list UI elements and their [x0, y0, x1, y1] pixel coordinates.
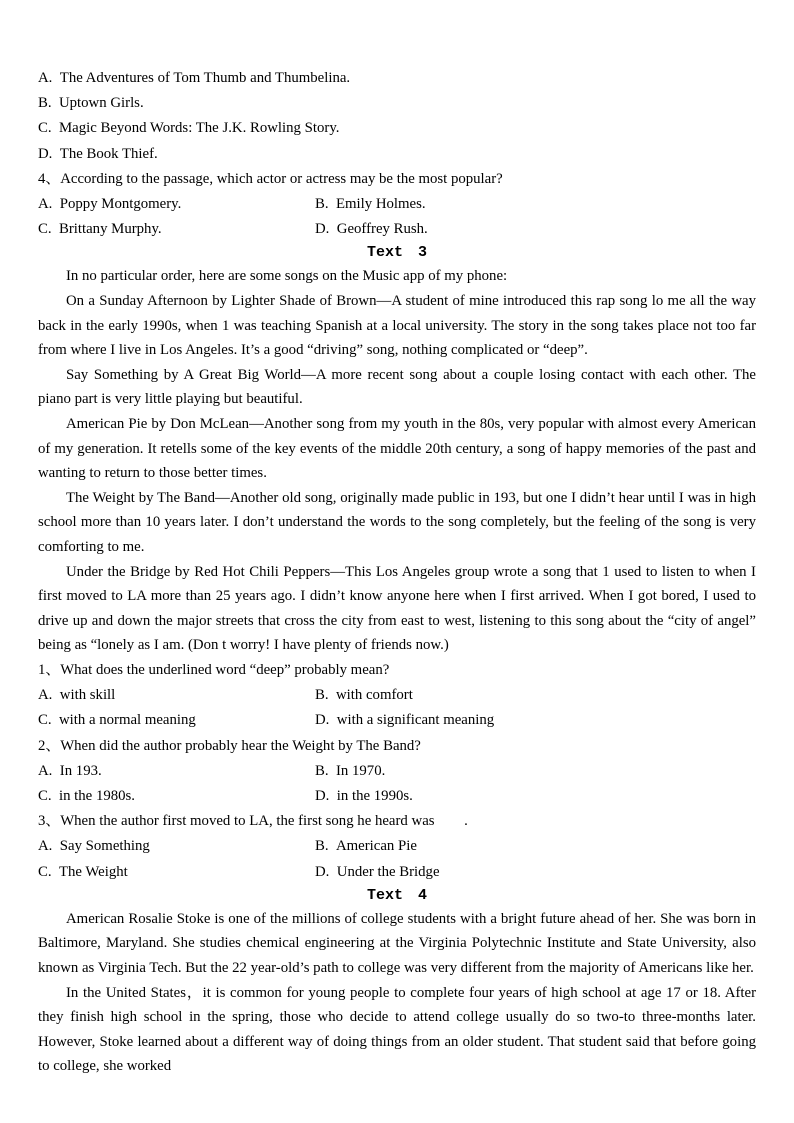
question-4-stem: 4、According to the passage, which actor or actress may be the most popular?: [38, 170, 503, 187]
option-line-c: C. Magic Beyond Words: The J.K. Rowling Story.: [38, 120, 340, 137]
question-1-options-row-1: [38, 683, 756, 708]
option-item-a: A. Poppy Montgomery.: [38, 196, 182, 213]
option-line-d: D. The Book Thief.: [38, 145, 158, 162]
text3-heading: Text 3: [366, 244, 427, 262]
question-3-options-row-1: [38, 834, 756, 859]
text4-paragraph-1: American Rosalie Stoke is one of the millions of college students with a bright future ahead of her. She was born in Baltimore, Maryland. She studies chemical engineering at the Virginia Polytechnic Institute and State University, also known as Virginia Tech. But the 22 year-old’s path to college was very different from the majority of Americans like her.: [38, 910, 756, 976]
option-item-c: C. in the 1980s.: [38, 787, 136, 804]
text3-paragraph-4: The Weight by The Band—Another old song, originally made public in 193, but one I didn’t hear until I was in high school more than 10 years later. I don’t understand the words to the song completely, but the feeling of the song is very comforting to me.: [38, 489, 756, 555]
question-2-options-row-1: [38, 759, 756, 784]
option-item-b: B. American Pie: [315, 838, 417, 855]
option-item-a: A. with skill: [38, 687, 116, 704]
option-item-d: D. Under the Bridge: [315, 863, 440, 880]
text4-paragraph-2: In the United States，it is common for young people to complete four years of high school at age 17 or 18. After they finish high school in the spring, those who decide to attend college usually do so two-to three-months later. However, Stoke learned about a different way of doing things from an older student. That student said that before going to college, she worked: [38, 984, 756, 1075]
option-item-c: C. Brittany Murphy.: [38, 221, 162, 238]
text4-heading: Text 4: [366, 886, 427, 904]
text3-paragraph-2: Say Something by A Great Big World—A more recent song about a couple losing contact with each other. The piano part is very little playing but beautiful.: [38, 366, 756, 408]
option-item-c: C. with a normal meaning: [38, 712, 196, 729]
text3-paragraph-5: Under the Bridge by Red Hot Chili Peppers—This Los Angeles group wrote a song that 1 used to listen to when I first moved to LA more than 25 years ago. I didn’t know anyone here when I first arrived. When I got bored, I used to drive up and down the major streets that cross the city from east to west, listening to this song about the “city of angel” being as “lonely as I am. (Don t worry! I have plenty of friends now.): [38, 563, 756, 654]
option-item-d: D. in the 1990s.: [315, 787, 413, 804]
text3-paragraph-1: On a Sunday Afternoon by Lighter Shade of Brown—A student of mine introduced this rap song lo me all the way back in the early 1990s, when 1 was teaching Spanish at a local university. The story in the song takes place not too far from where I live in Los Angeles. It’s a good “driving” song, nothing complicated or “deep”.: [38, 293, 756, 359]
question-4-options-row-1: [38, 192, 756, 217]
text3-paragraph-3: American Pie by Don McLean—Another song from my youth in the 80s, very popular with almost every American of my generation. It retells some of the key events of the middle 20th century, a song of happy memories of the past and wanting to return to those better times.: [38, 415, 756, 482]
question-3-options-row-2: [38, 860, 756, 885]
question-1-stem: 1、What does the underlined word “deep” probably mean?: [38, 661, 390, 678]
question-4-options-row-2: [38, 217, 756, 242]
question-3-stem: 3、When the author first moved to LA, the first song he heard was .: [38, 813, 468, 830]
option-item-d: D. with a significant meaning: [315, 712, 495, 729]
question-2-options-row-2: [38, 784, 756, 809]
option-line-a: A. The Adventures of Tom Thumb and Thumbelina.: [38, 70, 351, 86]
option-item-b: B. Emily Holmes.: [315, 196, 426, 213]
option-item-b: B. with comfort: [315, 687, 413, 704]
question-2-stem: 2、When did the author probably hear the Weight by The Band?: [38, 737, 421, 754]
option-line-b: B. Uptown Girls.: [38, 95, 144, 112]
question-1-options-row-2: [38, 708, 756, 733]
option-item-a: A. In 193.: [38, 762, 102, 779]
option-item-a: A. Say Something: [38, 838, 150, 855]
text3-intro: In no particular order, here are some songs on the Music app of my phone:: [66, 268, 508, 285]
option-item-d: D. Geoffrey Rush.: [315, 221, 428, 238]
option-item-b: B. In 1970.: [315, 762, 386, 779]
option-item-c: C. The Weight: [38, 863, 128, 880]
